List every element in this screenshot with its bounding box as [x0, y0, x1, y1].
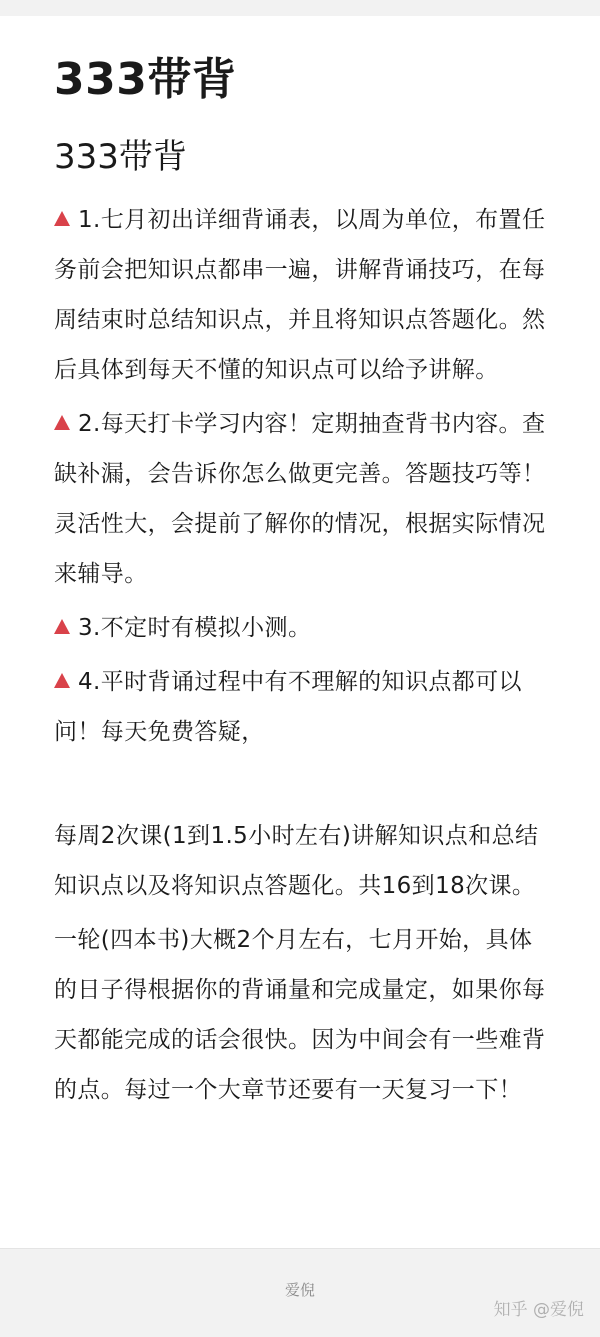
body-paragraph: 每周2次课(1到1.5小时左右)讲解知识点和总结知识点以及将知识点答题化。共16到18次课。: [54, 823, 539, 899]
article-content: [54, 195, 546, 1119]
list-item-text: 2.每天打卡学习内容！定期抽查背书内容。查缺补漏，会告诉你怎么做更完善。答题技巧等！灵活性大，会提前了解你的情况，根据实际情况来辅导。: [54, 411, 546, 587]
red-triangle-icon: [54, 211, 70, 226]
author-name[interactable]: 爱倪: [284, 1281, 315, 1299]
list-item: [54, 399, 546, 599]
section-title: 333带背: [54, 137, 187, 177]
red-triangle-icon: [54, 415, 70, 430]
top-strip: [0, 0, 600, 16]
spacer: [54, 761, 546, 811]
list-item-text: 3.不定时有模拟小测。: [78, 615, 312, 641]
page-title: 333带背: [54, 54, 237, 105]
body-paragraph: 一轮(四本书)大概2个月左右，七月开始，具体的日子得根据你的背诵量和完成量定，如果你每天都能完成的话会很快。因为中间会有一些难背的点。每过一个大章节还要有一天复习一下！: [54, 927, 546, 1103]
zhihu-watermark: 知乎 @爱倪: [493, 1300, 584, 1320]
red-triangle-icon: [54, 673, 70, 688]
list-item-text: 4.平时背诵过程中有不理解的知识点都可以问！每天免费答疑，: [54, 669, 522, 745]
list-item: [54, 657, 546, 757]
list-item: [54, 195, 546, 395]
footer: [0, 1249, 600, 1337]
red-triangle-icon: [54, 619, 70, 634]
list-item: [54, 603, 546, 653]
list-item-text: 1.七月初出详细背诵表，以周为单位，布置任务前会把知识点都串一遍，讲解背诵技巧，在每周结束时总结知识点，并且将知识点答题化。然后具体到每天不懂的知识点可以给予讲解。: [54, 207, 546, 383]
